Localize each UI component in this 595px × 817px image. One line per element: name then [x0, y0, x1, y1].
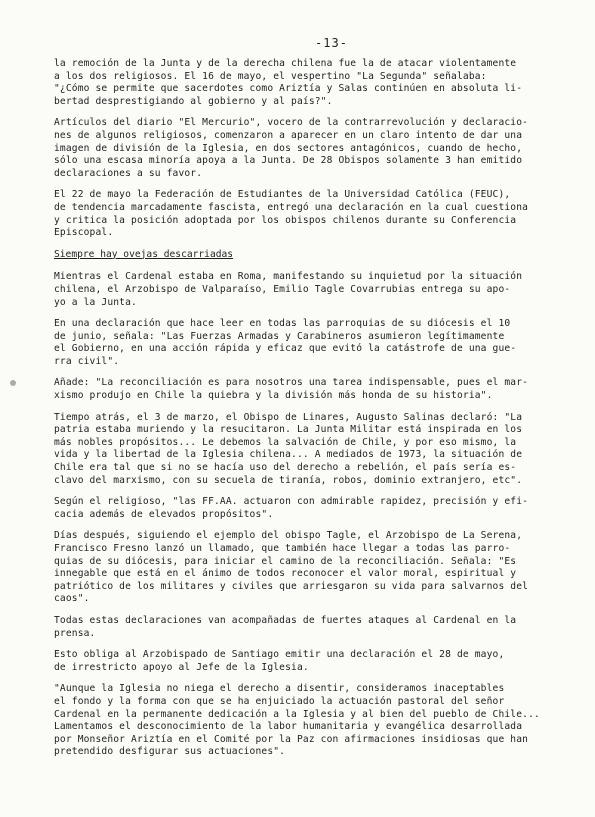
paragraph-10: Todas estas declaraciones van acompañadas de fuertes ataques al Cardenal en la prensa.: [54, 614, 517, 639]
paragraph-9: Días después, siguiendo el ejemplo del obispo Tagle, el Arzobispo de La Serena, Francisco Fresno lanzó un llamado, que también hace llegar a todas las parro- quias de su diócesis, para iniciar el camino de la reconciliación. Señala: "Es innegable que está en el ánimo de todos reconocer el valor moral, espiritual y patriótico de los militares y civiles que arriesgaron su vida para salvarnos del caos".: [54, 530, 529, 605]
paragraph-1: la remoción de la Junta y de la derecha chilena fue la de atacar violentamente a los dos religiosos. El 16 de mayo, el vespertino "La Segunda" señalaba: "¿Cómo se permite que sacerdotes como Ariztía y Salas continúen en absoluta li- bertad desprestigiando al gobierno y al país?".: [54, 58, 523, 107]
paragraph-5: En una declaración que hace leer en todas las parroquias de su diócesis el 10 de junio, señala: "Las Fuerzas Armadas y Carabineros asumieron legítimamente el Gobierno, en una acción rápida y eficaz que evitó la catástrofe de una gue- rra civil".: [54, 318, 517, 367]
paragraph-4: Mientras el Cardenal estaba en Roma, manifestando su inquietud por la situación chilena, el Arzobispo de Valparaíso, Emilio Tagle Covarrubias entrega su apo- yo a la Junta.: [54, 271, 523, 308]
paragraph-12: "Aunque la Iglesia no niega el derecho a disentir, consideramos inaceptables el fondo y la forma con que se ha enjuiciado la actuación pastoral del señor Cardenal en la permanente dedicación a la Iglesia y al bien del pueblo de Chile... Lamentamos el desconocimiento de la labor humanitaria y evangélica desarrollada por Monseñor Ariztía en el Comité por la Paz con afirmaciones insidiosas que han pretendido desfigurar sus actuaciones".: [54, 683, 540, 758]
paragraph-6: Añade: "La reconciliación es para nosotros una tarea indispensable, pues el mar- xismo produjo en Chile la quiebra y la división más honda de su historia".: [54, 377, 529, 402]
page-number: -13-: [315, 36, 348, 50]
paragraph-8: Según el religioso, "las FF.AA. actuaron con admirable rapidez, precisión y efi- cacia además de elevados propósitos".: [54, 496, 529, 520]
scan-mark: [10, 380, 16, 386]
paragraph-7: Tiempo atrás, el 3 de marzo, el Obispo de Linares, Augusto Salinas declaró: "La patria estaba muriendo y la resucitaron. La Junta Militar está inspirada en los más nobles propósitos... Le debemos la salvación de Chile, y por eso mismo, la vida y la libertad de la Iglesia chilena... A mediados de 1973, la situación de Chile era tal que si no se hacía uso del derecho a rebelión, el país sería es- clavo del marxismo, con su secuela de tiranía, robos, dominio extranjero, etc".: [54, 411, 523, 486]
paragraph-3: El 22 de mayo la Federación de Estudiantes de la Universidad Católica (FEUC), de tendencia marcadamente fascista, entregó una declaración en la cual cuestiona y critica la posición adoptada por los obispos chilenos durante su Conferencia Episcopal.: [54, 189, 529, 239]
section-heading: Siempre hay ovejas descarriadas: [54, 248, 234, 260]
paragraph-11: Esto obliga al Arzobispado de Santiago emitir una declaración el 28 de mayo, de irrestricto apoyo al Jefe de la Iglesia.: [54, 649, 505, 673]
paragraph-2: Artículos del diario "El Mercurio", vocero de la contrarrevolución y declaracio- nes de algunos religiosos, comenzaron a aparecer en un claro intento de dar una imagen de división de la Iglesia, en dos sectores antagónicos, cuando de hecho, sólo una escasa minoría apoya a la Junta. De 28 Obispos solamente 3 han emitido declaraciones a su favor.: [54, 117, 529, 179]
